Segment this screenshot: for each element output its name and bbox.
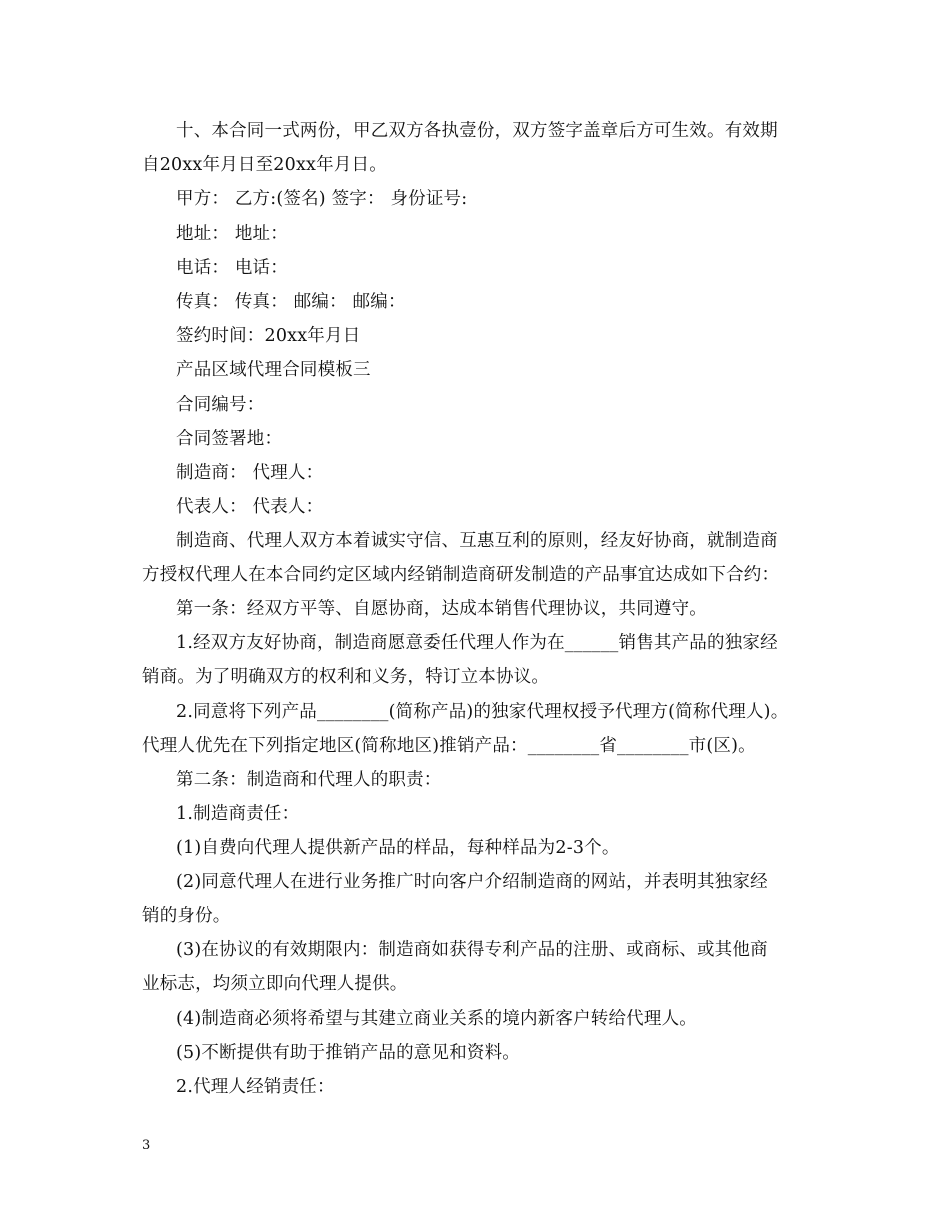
line-3: 甲方： 乙方:(签名) 签字： 身份证号: (176, 189, 468, 209)
line-13: 制造商、代理人双方本着诚实守信、互惠互利的原则，经友好协商，就制造商 (176, 531, 778, 551)
line-14: 方授权代理人在本合同约定区域内经销制造商研发制造的产品事宜达成如下合约： (142, 565, 780, 585)
line-10: 合同签署地： (176, 429, 283, 449)
line-18: 2.同意将下列产品________(简称产品)的独家代理权授予代理方(简称代理人)。 (176, 702, 789, 722)
line-19: 代理人优先在下列指定地区(简称地区)推销产品：________省________市(区)。 (142, 736, 756, 756)
line-22: (1)自费向代理人提供新产品的样品，每种样品为2-3个。 (176, 838, 620, 858)
line-24: 销的身份。 (142, 906, 231, 926)
line-9: 合同编号： (176, 395, 265, 415)
line-20: 第二条：制造商和代理人的职责： (176, 770, 442, 790)
page-number: 3 (142, 1138, 151, 1153)
line-4: 地址： 地址： (176, 224, 288, 244)
line-25: (3)在协议的有效期限内：制造商如获得专利产品的注册、或商标、或其他商 (176, 940, 768, 960)
line-15: 第一条：经双方平等、自愿协商，达成本销售代理协议，共同遵守。 (176, 599, 707, 619)
line-6: 传真： 传真： 邮编： 邮编： (176, 292, 406, 312)
section-title: 产品区域代理合同模板三 (176, 360, 371, 380)
line-11: 制造商： 代理人： (176, 463, 324, 483)
line-26: 业标志，均须立即向代理人提供。 (142, 974, 408, 994)
line-28: (5)不断提供有助于推销产品的意见和资料。 (176, 1043, 520, 1063)
line-5: 电话： 电话： (176, 258, 288, 278)
line-7: 签约时间：20xx年月日 (176, 326, 361, 346)
line-12: 代表人： 代表人： (176, 497, 324, 517)
line-27: (4)制造商必须将希望与其建立商业关系的境内新客户转给代理人。 (176, 1009, 697, 1029)
line-16: 1.经双方友好协商，制造商愿意委任代理人作为在______销售其产品的独家经 (176, 633, 778, 653)
line-21: 1.制造商责任： (176, 804, 300, 824)
line-1: 十、本合同一式两份，甲乙双方各执壹份，双方签字盖章后方可生效。有效期 (176, 121, 778, 141)
line-17: 销商。为了明确双方的权利和义务，特订立本协议。 (142, 667, 550, 687)
line-29: 2.代理人经销责任： (176, 1077, 335, 1097)
line-2: 自20xx年月日至20xx年月日。 (142, 155, 387, 175)
line-23: (2)同意代理人在进行业务推广时向客户介绍制造商的网站，并表明其独家经 (176, 872, 768, 892)
